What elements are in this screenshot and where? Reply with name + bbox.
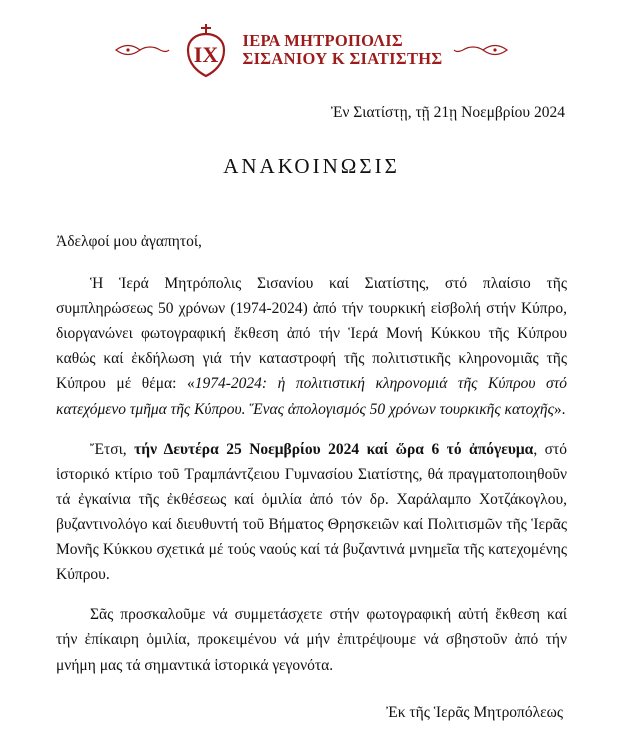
crest-monogram: ΙΧ <box>194 42 219 67</box>
right-flourish-ornament <box>453 43 509 57</box>
masthead-line-1: ΙΕΡΑ ΜΗΤΡΟΠΟΛΙΣ <box>242 31 404 51</box>
paragraph-1-text-b: ». <box>553 400 566 418</box>
paragraph-3: Σᾶς προσκαλοῦμε νά συμμετάσχετε στήν φωτογραφική αὐτή ἔκθεση καί τήν ἐπίκαιρη ὁμιλία, προκειμένου νά μήν ἐπιτρέψουμε νά σβηστοῦν ἀπό τήν μνήμη μας τά σημαντικά ἱστορικά γεγονότα. <box>56 606 567 674</box>
masthead <box>242 32 442 68</box>
paragraph-1-text-a: Ἡ Ἱερά Μητρόπολις Σισανίου καί Σιατίστης, στό πλαίσιο τῆς συμπληρώσεως 50 χρόνων (1974-2024) ἀπό τήν τουρκική εἰσβολή στήν Κύπρο, διοργανώνει φωτογραφική ἔκθεση ἀπό τήν Ἱερά Μονή Κύκκου τῆς Κύπρου καθώς καί ἐκδήλωση γιά τήν καταστροφή τῆς πολιτιστικῆς κληρονομιᾶς τῆς Κύπρου μέ θέμα: « <box>56 275 567 393</box>
paragraph-1 <box>56 271 567 422</box>
page-title: ΑΝΑΚΟΙΝΩΣΙΣ <box>223 154 400 178</box>
dateline: Ἐν Σιατίστῃ, τῇ 21ῃ Νοεμβρίου 2024 <box>330 104 565 121</box>
paragraph-2-datetime-bold: τήν Δευτέρα 25 Νοεμβρίου 2024 καί ὥρα 6 τό ἀπόγευμα <box>134 440 534 458</box>
masthead-line-2: ΣΙΣΑΝΙΟΥ Κ ΣΙΑΤΙΣΤΗΣ <box>242 49 443 68</box>
diocese-crest-icon <box>180 22 232 78</box>
paragraph-2-text-a: Ἔτσι, <box>90 440 135 458</box>
signature: Ἐκ τῆς Ἱερᾶς Μητροπόλεως <box>386 703 563 721</box>
left-flourish-ornament <box>114 43 170 57</box>
letterhead <box>56 0 567 86</box>
paragraph-2-text-b: , στό ἱστορικό κτίριο τοῦ Τραμπάντζειου Γυμνασίου Σιατίστης, θά πραγματοποιηθοῦν τά ἐγκαίνια τῆς ἐκθέσεως καί ὁμιλία ἀπό τόν δρ. Χαράλαμπο Χοτζάκογλου, βυζαντινολόγο καί διευθυντή τοῦ Βήματος Θρησκειῶν καί Πολιτισμῶν τῆς Ἱερᾶς Μονῆς Κύκκου σχετικά μέ τούς ναούς καί τά βυζαντινά μνημεῖα τῆς κατεχομένης Κύπρου. <box>56 440 568 584</box>
paragraph-1-theme-italic: 1974-2024: ἡ πολιτιστική κληρονομιά τῆς Κύπρου στό κατεχόμενο τμῆμα τῆς Κύπρου. Ἕνας ἀπολογισμός 50 χρόνων τουρκικῆς κατοχῆς <box>56 375 568 418</box>
paragraph-2 <box>56 437 567 588</box>
letterhead-inner <box>114 22 508 78</box>
salutation: Ἀδελφοί μου ἀγαπητοί, <box>56 233 202 250</box>
